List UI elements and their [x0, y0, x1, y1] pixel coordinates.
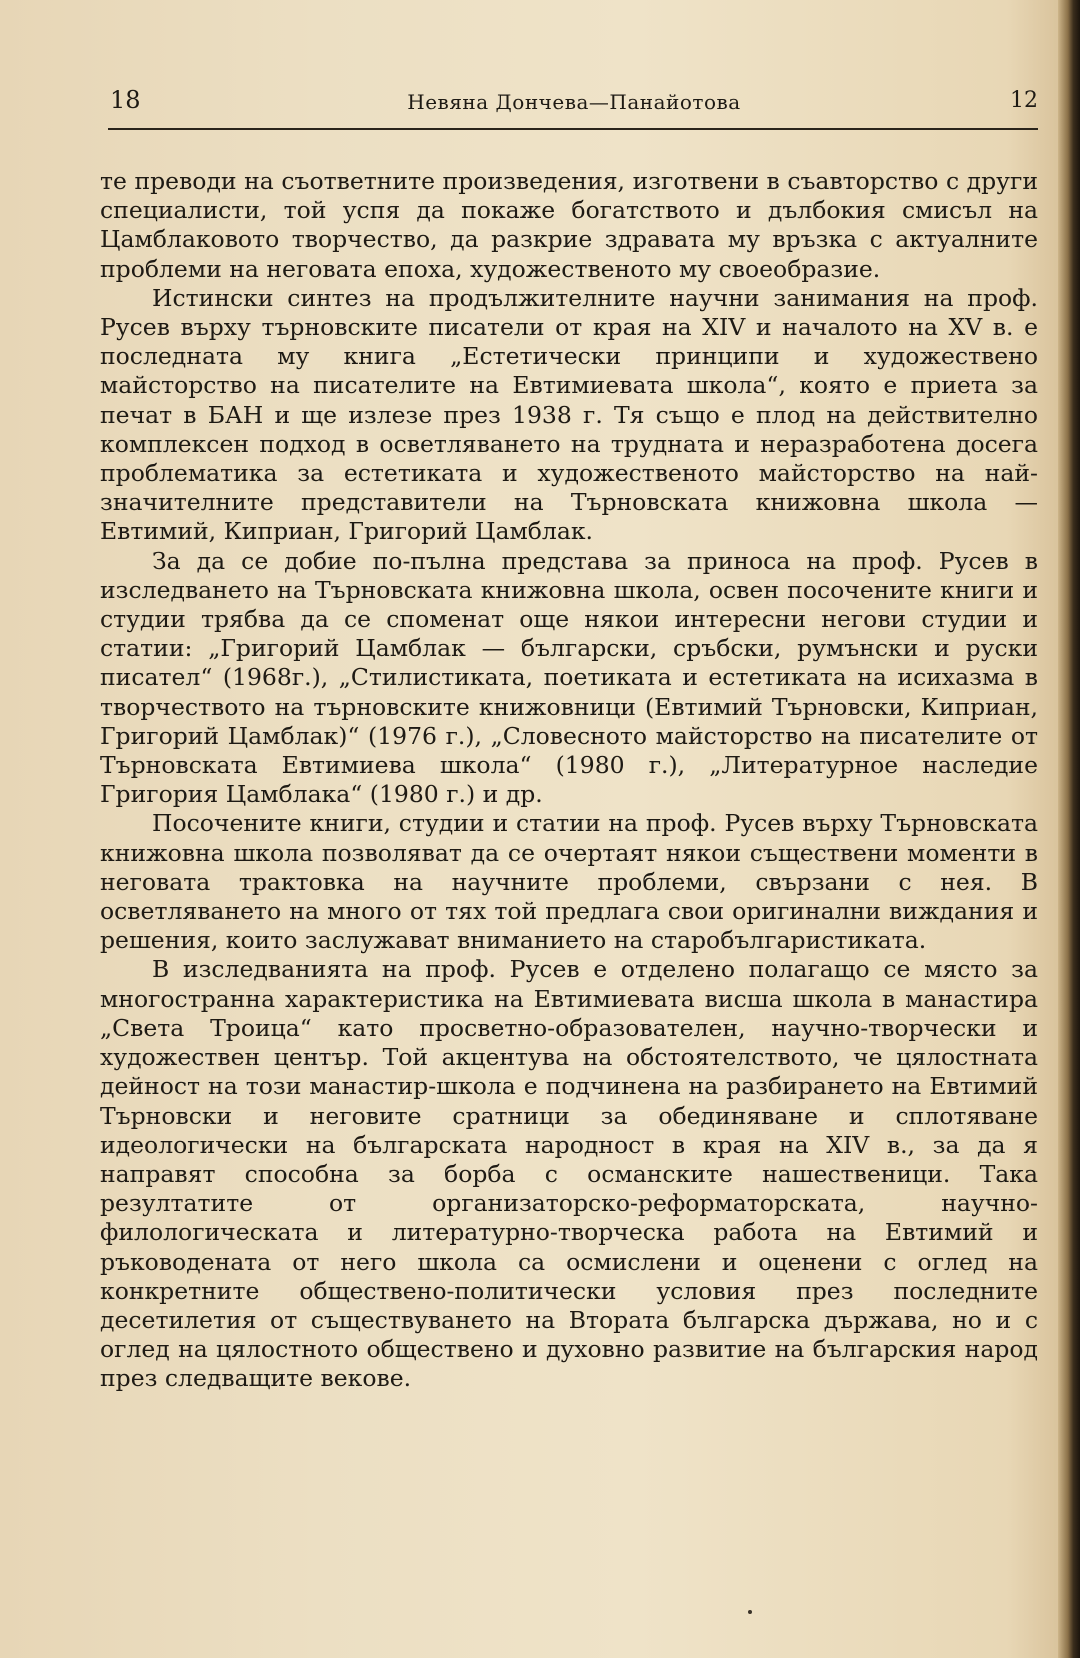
body-text — [100, 167, 1038, 1394]
paragraph: Посочените книги, студии и статии на проф. Русев върху Търновската книжовна школа позволяват да се очертаят някои съществени моменти в неговата трактовка на научните проблеми, свързани с нея. В осветляването на много от тях той предлага свои оригинални виждания и решения, които заслужават вниманието на старобългаристиката. — [100, 809, 1038, 955]
paragraph: те преводи на съответните произведения, изготвени в съавторство с други специалисти, той успя да покаже богатството и дълбокия смисъл на Цамблаковото творчество, да разкрие здравата му връзка с актуалните проблеми на неговата епоха, художественото му своеобразие. — [100, 167, 1038, 283]
section-number: 12 — [1010, 88, 1038, 113]
page-edge-shadow — [1058, 0, 1080, 1658]
page-header — [110, 86, 1038, 120]
running-head: Невяна Дончева—Панайотова — [407, 90, 741, 114]
paragraph: Истински синтез на продължителните научни занимания на проф. Русев върху търновските писатели от края на XIV и началото на XV в. е последната му книга „Естетически принципи и художествено майсторство на писателите на Евтимиевата школа“, която е приета за печат в БАН и ще излезе през 1938 г. Тя също е плод на действително комплексен подход в осветляването на трудната и неразработена досега проблематика за естетиката и художественото майсторство на най-значителните представители на Търновската книжовна школа — Евтимий, Киприан, Григорий Цамблак. — [100, 283, 1038, 546]
header-rule — [108, 128, 1038, 130]
page-number: 18 — [110, 86, 141, 114]
print-speck — [748, 1610, 752, 1614]
paragraph: За да се добие по-пълна представа за приноса на проф. Русев в изследването на Търновската книжовна школа, освен посочените книги и студии трябва да се споменат още някои интересни негови студии и статии: „Григорий Цамблак — български, сръбски, румънски и руски писател“ (1968г.), „Стилистиката, поетиката и естетиката на исихазма в творчеството на търновските книжовници (Евтимий Търновски, Киприан, Григорий Цамблак)“ (1976 г.), „Словесното майсторство на писателите от Търновската Евтимиева школа“ (1980 г.), „Литературное наследие Григория Цамблака“ (1980 г.) и др. — [100, 546, 1038, 809]
paragraph: В изследванията на проф. Русев е отделено полагащо се място за многостранна характеристика на Евтимиевата висша школа в манастира „Света Троица“ като просветно-образователен, научно-творчески и художествен център. Той акцентува на обстоятелството, че цялостната дейност на този манастир-школа е подчинена на разбирането на Евтимий Търновски и неговите сратници за обединяване и сплотяване идеологически на българската народност в края на XIV в., за да я направят способна за борба с османските нашественици. Така резултатите от организаторско-реформаторската, научно-филологическата и литературно-творческа работа на Евтимий и ръководената от него школа са осмислени и оценени с оглед на конкретните обществено-политически условия през последните десетилетия от съществуването на Втората българска държава, но и с оглед на цялостното обществено и духовно развитие на българския народ през следващите векове. — [100, 955, 1038, 1393]
